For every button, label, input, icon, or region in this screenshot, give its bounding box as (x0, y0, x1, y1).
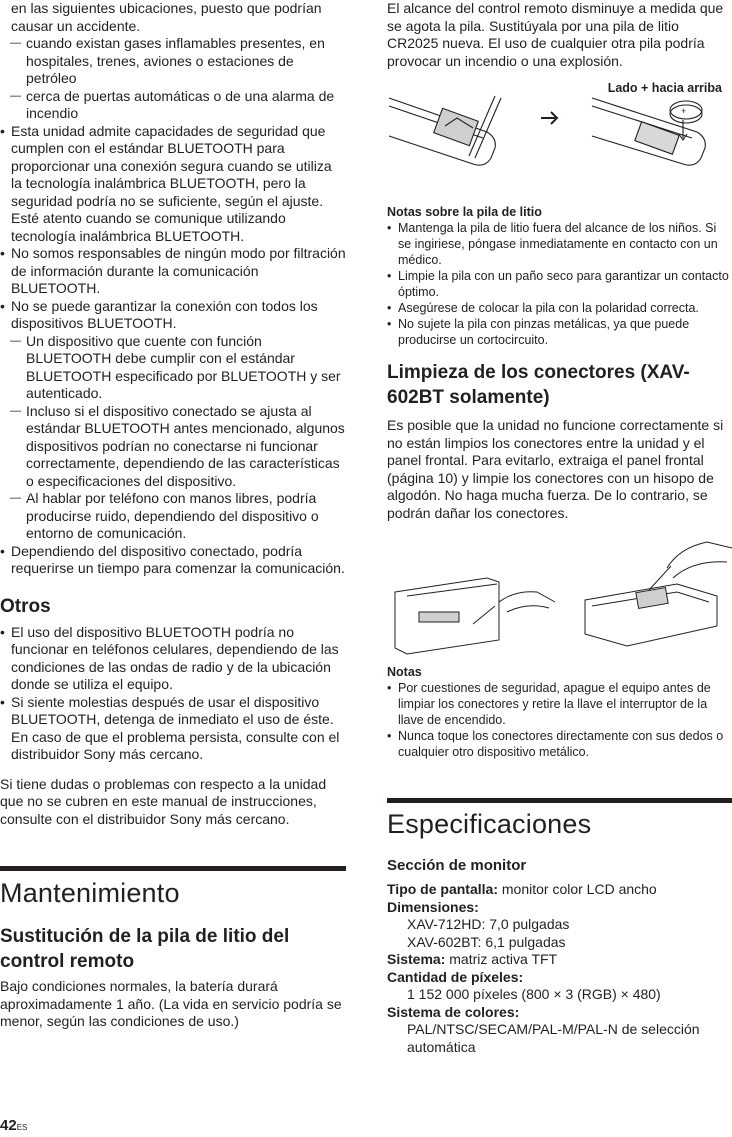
list-item: • El uso del dispositivo BLUETOOTH podría no funcionar en teléfonos celulares, dependiendo de las condiciones de las ondas de radio y de la ubicación donde se utiliza el equipo. (0, 624, 346, 694)
arrow-right-icon (541, 112, 557, 124)
list-item: — cuando existan gases inflamables presentes, en hospitales, trenes, aviones o estaciones de petróleo (0, 35, 346, 88)
paragraph: Si tiene dudas o problemas con respecto a la unidad que no se cubren en este manual de instrucciones, consulte con el distribuidor Sony más cercano. (0, 775, 327, 827)
section-rule (0, 866, 346, 871)
notas-pila (387, 204, 732, 348)
spec-sistema (387, 951, 732, 969)
svg-text:+: + (681, 106, 687, 116)
connector-cleaning-illustration (387, 530, 732, 660)
paragraph: Bajo condiciones normales, la batería durará aproximadamente 1 año. (La vida en servicio podría se menor, según las condiciones de uso.) (0, 978, 342, 1029)
spec-value: XAV-602BT: 6,1 pulgadas (407, 933, 566, 950)
page-number-value: 42 (0, 1117, 17, 1134)
paragraph: Es posible que la unidad no funcione correctamente si no están limpios los conectores entre la unidad y el panel frontal. Para evitarlo, extraiga el panel frontal (página 10) y limpie los conectores con un hisopo de algodón. No haga mucha fuerza. De lo contrario, se podrán dañar los conectores. (387, 417, 724, 521)
right-column (387, 0, 732, 1056)
list-item: • Dependiendo del dispositivo conectado, podría requerirse un tiempo para comenzar la comunicación. (0, 543, 346, 578)
left-column (0, 0, 346, 1031)
notes-heading: Notas (387, 665, 422, 679)
spec-label: Tipo de pantalla: (387, 881, 498, 897)
list-item: • Por cuestiones de seguridad, apague el equipo antes de limpiar los conectores y retire la llave el interruptor de la llave de encendido. (387, 680, 732, 728)
spec-value: monitor color LCD ancho (497, 881, 657, 897)
list-item: • Asegúrese de colocar la pila con la polaridad correcta. (387, 300, 732, 316)
intro-tail: en las siguientes ubicaciones, puesto que podrían causar un accidente. (11, 0, 322, 34)
page-number (0, 1117, 27, 1137)
section-heading-monitor: Sección de monitor (387, 857, 527, 874)
page-number-suffix: ES (16, 1123, 28, 1132)
notas (387, 664, 732, 760)
list-item: • Si siente molestias después de usar el dispositivo BLUETOOTH, detenga de inmediato el uso de éste. En caso de que el problema persista, consulte con el distribuidor Sony más cercano. (0, 694, 346, 764)
spec-label: Sistema: (387, 951, 446, 967)
list-item: • No somos responsables de ningún modo por filtración de información durante la comunicación BLUETOOTH. (0, 245, 346, 298)
paragraph: El alcance del control remoto disminuye a medida que se agota la pila. Sustitúyala por una pila de litio CR2025 nueva. El uso de cualquier otra pila podría provocar un incendio o una explosión. (387, 0, 724, 69)
spec-value: matriz activa TFT (445, 951, 558, 967)
list-item: • Esta unidad admite capacidades de seguridad que cumplen con el estándar BLUETOOTH para proporcionar una conexión segura cuando se utiliza la tecnología inalámbrica BLUETOOTH, pero la seguridad podría no se suficiente, según el ajuste. Esté atento cuando se comunique utilizando tecnología inalámbrica BLUETOOTH. (0, 123, 346, 246)
list-item: — cerca de puertas automáticas o de una alarma de incendio (0, 88, 346, 123)
notes-heading: Notas sobre la pila de litio (387, 205, 542, 219)
list-item: • No sujete la pila con pinzas metálicas, ya que puede producirse un cortocircuito. (387, 316, 732, 348)
section-heading-otros: Otros (0, 595, 51, 617)
list-item: — Al hablar por teléfono con manos libres, podría producirse ruido, dependiendo del dispositivo o entorno de comunicación. (0, 490, 346, 543)
section-heading-mantenimiento: Mantenimiento (0, 878, 180, 908)
spec-tipo (387, 881, 732, 899)
list-item: • Nunca toque los conectores directamente con sus dedos o cualquier otro dispositivo metálico. (387, 728, 732, 760)
section-heading-limpieza: Limpieza de los conectores (XAV-602BT solamente) (387, 362, 690, 408)
section-rule (387, 798, 732, 803)
spec-value: PAL/NTSC/SECAM/PAL-M/PAL-N de selección automática (407, 1021, 700, 1055)
spec-label: Dimensiones: (387, 898, 479, 915)
spec-label: Cantidad de píxeles: (387, 968, 524, 985)
figure-label: Lado + hacia arriba (607, 81, 722, 95)
section-heading-pila: Sustitución de la pila de litio del control remoto (0, 926, 290, 972)
list-item: — Incluso si el dispositivo conectado se ajusta al estándar BLUETOOTH antes mencionado, algunos dispositivos podrían no conectarse ni funcionar correctamente, dependiendo de las características o especificaciones del dispositivo. (0, 403, 346, 491)
list-item: • Limpie la pila con un paño seco para garantizar un contacto óptimo. (387, 268, 732, 300)
connector-cleaning-figure (387, 530, 732, 660)
list-item: • No se puede garantizar la conexión con todos los dispositivos BLUETOOTH. (0, 298, 346, 333)
spec-label: Sistema de colores: (387, 1003, 520, 1020)
list-item: — Un dispositivo que cuente con función BLUETOOTH debe cumplir con el estándar BLUETOOTH especificado por BLUETOOTH y ser autenticado. (0, 333, 346, 403)
battery-figure (387, 76, 732, 196)
section-heading-especificaciones: Especificaciones (387, 809, 592, 839)
spec-value: 1 152 000 píxeles (800 × 3 (RGB) × 480) (407, 986, 661, 1002)
list-item: • Mantenga la pila de litio fuera del alcance de los niños. Si se ingiriese, póngase inmediatamente en contacto con un médico. (387, 220, 732, 268)
spec-value: XAV-712HD: 7,0 pulgadas (407, 916, 570, 932)
